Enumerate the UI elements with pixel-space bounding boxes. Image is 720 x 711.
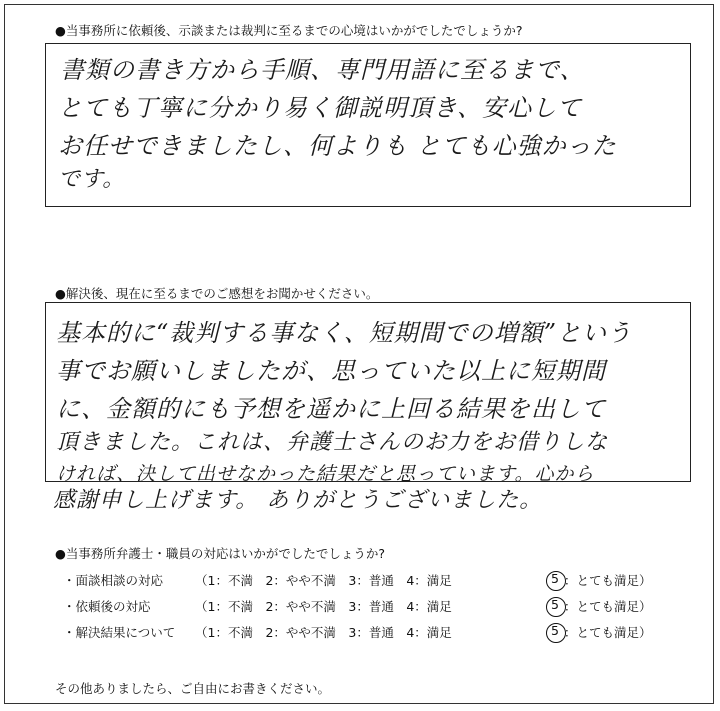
rating-scale-tail: ：とても満足） (564, 599, 652, 614)
other-comments-label: その他ありましたら、ご自由にお書きください。 (55, 681, 331, 696)
question-2-label: ●解決後、現在に至るまでのご感想をお聞かせください。 (55, 286, 379, 301)
answer-2-line: 事でお願いしましたが、思っていた以上に短期間 (56, 357, 606, 385)
rating-scale-text: （1：不満 2：やや不満 3：普通 4：満足 (195, 599, 452, 614)
rating-scale-text: （1：不満 2：やや不満 3：普通 4：満足 (195, 573, 452, 588)
answer-1-line: 書類の書き方から手順、専門用語に至るまで、 (60, 56, 585, 84)
question-3-label: ●当事務所弁護士・職員の対応はいかがでしたでしょうか? (55, 546, 386, 561)
answer-2-line: に、金額的にも予想を遥かに上回る結果を出して (56, 395, 606, 423)
rating-item-label: ・解決結果について (63, 625, 176, 640)
answer-2-box (45, 302, 691, 485)
rating-option-5: 5 (551, 623, 559, 638)
rating-item-label: ・依頼後の対応 (63, 599, 151, 614)
answer-2-line: 頂きました。これは、弁護士さんのお力をお借りしな (56, 430, 609, 455)
rating-option-5: 5 (551, 571, 559, 586)
rating-scale-tail: ：とても満足） (564, 625, 652, 640)
rating-scale-tail: ：とても満足） (564, 573, 652, 588)
rating-scale-text: （1：不満 2：やや不満 3：普通 4：満足 (195, 625, 452, 640)
answer-2-line: 感謝申し上げます。 ありがとうございました。 (53, 488, 543, 513)
survey-sheet (4, 4, 714, 704)
answer-1-line: です。 (58, 167, 126, 192)
rating-option-5: 5 (551, 597, 559, 612)
answer-1-line: とても丁寧に分かり易く御説明頂き、安心して (58, 94, 583, 122)
answer-1-box (45, 43, 691, 207)
question-1-label: ●当事務所に依頼後、示談または裁判に至るまでの心境はいかがでしたでしょうか? (55, 23, 523, 38)
answer-2-line: ければ、決して出せなかった結果だと思っています。心から (56, 463, 595, 485)
answer-2-line: 基本的に“裁判する事なく、短期間での増額”という (56, 319, 633, 347)
rating-item-label: ・面談相談の対応 (63, 573, 164, 588)
answer-1-line: お任せできましたし、何よりも とても心強かった (58, 132, 617, 160)
